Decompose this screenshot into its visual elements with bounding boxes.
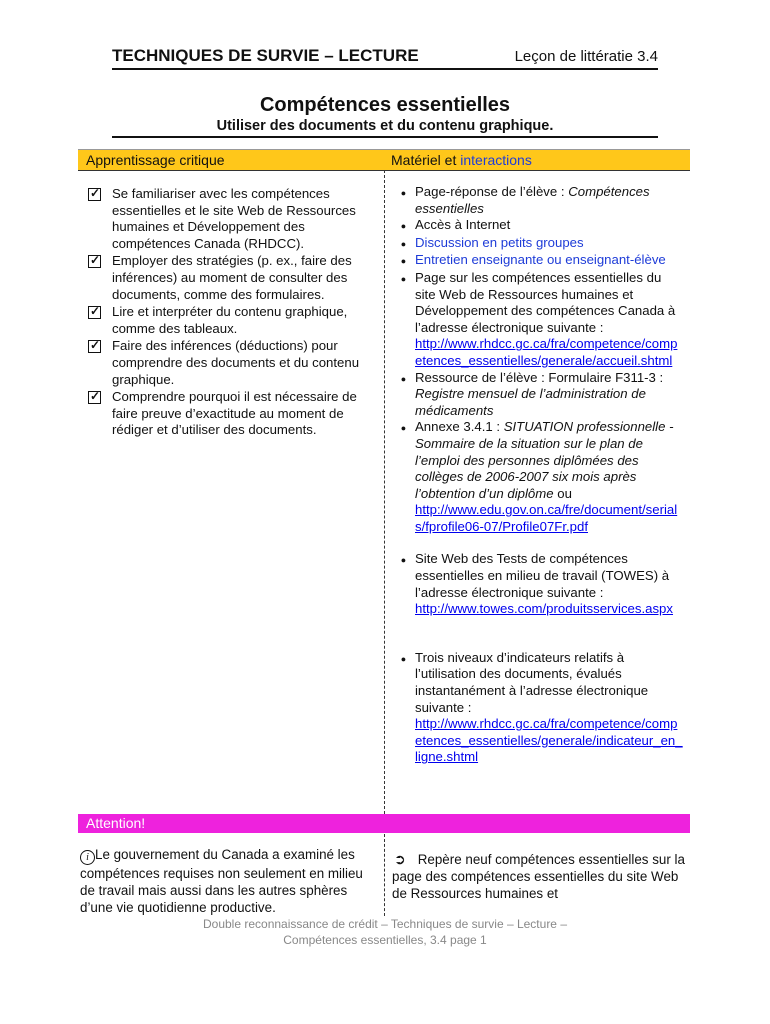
list-item <box>88 304 374 337</box>
bullet-icon: ● <box>400 373 407 384</box>
list-item <box>88 253 374 303</box>
bullet-icon: ● <box>400 221 407 232</box>
bullet-icon: ● <box>400 188 407 198</box>
item-text: Entretien enseignante ou enseignant-élève <box>415 252 666 268</box>
list-item-text: Employer des stratégies (p. ex., faire des inférences) au moment de consulter des documents, comme des formulaires. <box>112 253 352 302</box>
lesson-number: Leçon de littératie 3.4 <box>514 48 658 65</box>
bullet-icon: ● <box>400 273 407 284</box>
page-footer <box>112 916 658 948</box>
bullet-icon: ● <box>400 238 407 249</box>
item-text: Page sur les compétences essentielles du site Web de Ressources humaines et Développement des compétences Canada à l’adresse électronique suivante : <box>415 269 676 335</box>
column-divider <box>384 170 385 814</box>
list-item <box>392 252 684 270</box>
list-item <box>88 186 374 252</box>
list-item <box>392 650 684 766</box>
item-title: SITUATION professionnelle <box>503 419 666 435</box>
list-item <box>88 338 374 388</box>
table-header <box>78 149 690 171</box>
footer-line-2: Compétences essentielles, 3.4 page 1 <box>283 933 487 947</box>
item-description: - Sommaire de la situation sur le plan de l’emploi des personnes diplômées des collèges de 2006-2007 six mois après l’obtention d’un diplôme <box>415 419 674 501</box>
checkbox-icon: ✓ <box>90 389 101 404</box>
list-item-text: Comprendre pourquoi il est nécessaire de faire preuve d’exactitude au moment de rédiger et d’utiliser des documents. <box>112 389 357 438</box>
list-item-text: Se familiariser avec les compétences essentielles et le site Web de Ressources humaines et Développement des compétences Canada (RHDCC). <box>112 186 356 251</box>
item-text: Discussion en petits groupes <box>415 234 584 250</box>
attention-right-text: Repère neuf compétences essentielles sur la page des compétences essentielles du site Web de Ressources humaines et <box>392 852 685 901</box>
col-header-materials-a: Matériel et <box>391 152 461 168</box>
checkbox-icon: ✓ <box>90 253 101 268</box>
rhdcc-home-link[interactable]: http://www.rhdcc.gc.ca/fra/competence/competences_essentielles/generale/accueil.shtml <box>415 336 678 368</box>
checkbox-icon: ✓ <box>90 304 101 319</box>
item-title: Registre mensuel de l’administration de médicaments <box>415 386 646 418</box>
bullet-icon: ● <box>400 256 407 267</box>
document-title: TECHNIQUES DE SURVIE – LECTURE <box>112 46 419 65</box>
subtitle: Utiliser des documents et du contenu graphique. <box>112 118 658 138</box>
checkbox-icon: ✓ <box>90 338 101 353</box>
critical-learning-list <box>88 186 374 440</box>
edu-profile-link[interactable]: http://www.edu.gov.on.ca/fre/document/serials/fprofile06-07/Profile07Fr.pdf <box>415 502 678 534</box>
col-header-critical-learning: Apprentissage critique <box>86 152 225 168</box>
list-item-text: Lire et interpréter du contenu graphique, comme des tableaux. <box>112 304 348 336</box>
towes-link[interactable]: http://www.towes.com/produitsservices.aspx <box>415 601 673 617</box>
bullet-icon: ● <box>400 653 407 664</box>
list-item <box>88 389 374 439</box>
list-item <box>392 217 684 235</box>
attention-right <box>392 851 686 902</box>
list-item <box>392 184 684 217</box>
list-item-text: Faire des inférences (déductions) pour comprendre des documents et du contenu graphique. <box>112 338 360 387</box>
item-text: Trois niveaux d’indicateurs relatifs à l’utilisation des documents, évalués instantanément à l’adresse électronique suivante : <box>415 649 649 715</box>
item-text: Accès à Internet <box>415 217 511 233</box>
main-title: Compétences essentielles <box>259 94 511 116</box>
attention-left <box>80 846 376 916</box>
attention-label: Attention! <box>86 815 146 831</box>
item-title: Compétences essentielles <box>415 184 650 216</box>
footer-line-1: Double reconnaissance de crédit – Techniques de survie – Lecture – <box>202 917 567 931</box>
item-text: Site Web des Tests de compétences essentielles en milieu de travail (TOWES) à l’adresse électronique suivante : <box>415 551 670 600</box>
col-header-materials-b: interactions <box>460 152 532 168</box>
item-text: Page-réponse de l’élève : <box>415 184 569 199</box>
arrow-right-icon: ➲ <box>394 851 406 867</box>
item-text-or: ou <box>553 485 572 501</box>
list-item <box>392 235 684 253</box>
bullet-icon: ● <box>400 555 407 566</box>
info-icon: i <box>80 850 95 865</box>
bullet-icon: ● <box>400 423 407 434</box>
materials-list <box>392 184 684 766</box>
checkbox-icon: ✓ <box>90 186 101 200</box>
list-item <box>392 551 684 617</box>
list-item <box>392 419 684 535</box>
item-text: Ressource de l’élève : Formulaire F311-3 : <box>415 369 664 385</box>
attention-bar <box>78 814 690 833</box>
attention-left-text: Le gouvernement du Canada a examiné les compétences requises non seulement en milieu de travail mais aussi dans les autres sphères d’une vie quotidienne productive. <box>80 847 363 915</box>
list-item <box>392 370 684 420</box>
indicator-link[interactable]: http://www.rhdcc.gc.ca/fra/competence/competences_essentielles/generale/indicateur_en_ligne.shtml <box>415 716 683 765</box>
attention-divider <box>384 834 385 916</box>
col-header-materials <box>391 152 532 168</box>
page-header <box>112 46 658 70</box>
item-text: Annexe 3.4.1 : <box>415 419 504 435</box>
list-item <box>392 270 684 370</box>
